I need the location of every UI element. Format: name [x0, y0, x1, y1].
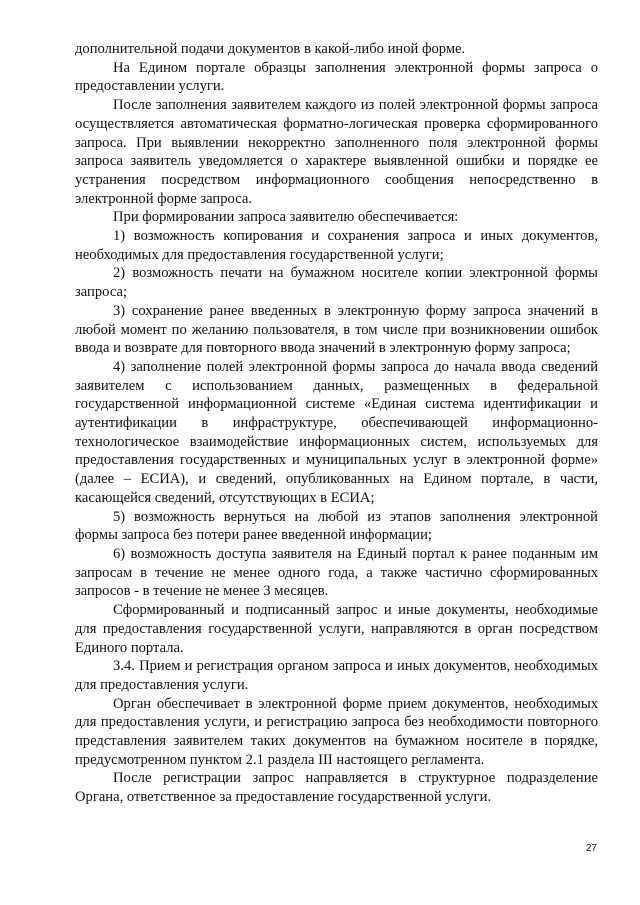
list-item-6: 6) возможность доступа заявителя на Единый портал к ранее поданным им запросам в течение не менее одного года, а также частично сформированных запросов - в течение не менее 3 месяцев. — [75, 545, 598, 600]
paragraph-provided-features: При формировании запроса заявителю обеспечивается: — [113, 209, 459, 226]
page-number: 27 — [585, 843, 597, 854]
paragraph-submission: Сформированный и подписанный запрос и иные документы, необходимые для предоставления государственной услуги, направляются в орган посредством Единого портала. — [75, 602, 598, 656]
paragraph-reception: Орган обеспечивает в электронной форме прием документов, необходимых для предоставления услуги, и регистрацию запроса без необходимости повторного представления заявителем таких документов на бумажном носителе в порядке, предусмотренном пунктом 2.1 раздела III настоящего регламента. — [75, 695, 598, 768]
section-heading-3-4: 3.4. Прием и регистрация органом запроса и иных документов, необходимых для предоставления услуги. — [75, 658, 598, 693]
list-item-2: 2) возможность печати на бумажном носителе копии электронной формы запроса; — [75, 265, 598, 301]
list-item-5: 5) возможность вернуться на любой из этапов заполнения электронной формы запроса без потери ранее введенной информации; — [75, 508, 598, 544]
paragraph-format-check: После заполнения заявителем каждого из полей электронной формы запроса осуществляется автоматическая форматно-логическая проверка сформированного запроса. При выявлении некорректно заполненного поля электронной формы запроса заявитель уведомляется о характере выявленной ошибки и порядке ее устранения посредством информационного сообщения непосредственно в электронной форме запроса. — [75, 97, 598, 207]
paragraph-sample-forms: На Едином портале образцы заполнения электронной формы запроса о предоставлении услуги. — [75, 59, 598, 95]
list-item-4: 4) заполнение полей электронной формы запроса до начала ввода сведений заявителем с использованием данных, размещенных в федеральной государственной информационной системе «Единая система идентификации и аутентификации в инфраструктуре, обеспечивающей информационно-технологическое взаимодействие информационных систем, используемых для предоставления государственных и муниципальных услуг в электронной форме» (далее – ЕСИА), и сведений, опубликованных на Едином портале, в части, касающейся сведений, отсутствующих в ЕСИА; — [75, 358, 598, 506]
paragraph-continuation: дополнительной подачи документов в какой-либо иной форме. — [75, 41, 466, 57]
document-page — [75, 40, 598, 807]
list-item-3: 3) сохранение ранее введенных в электронную форму запроса значений в любой момент по желанию пользователя, в том числе при возникновении ошибок ввода и возврате для повторного ввода значений в электронную форму запроса; — [75, 302, 598, 357]
list-item-1: 1) возможность копирования и сохранения запроса и иных документов, необходимых для предоставления государственной услуги; — [75, 228, 598, 263]
paragraph-after-registration: После регистрации запрос направляется в структурное подразделение Органа, ответственное за предоставление государственной услуги. — [75, 770, 598, 806]
